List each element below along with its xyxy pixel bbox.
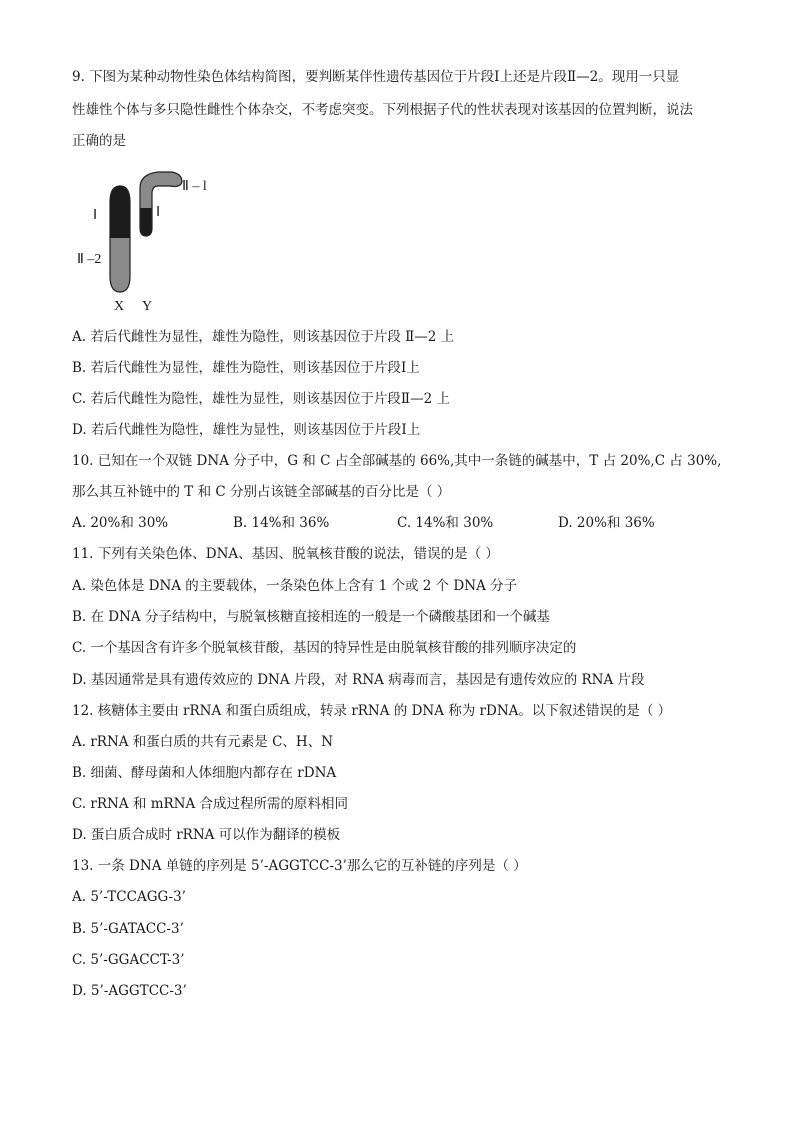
label-x-chromosome: X [114,299,125,314]
q10-stem-line-1: 10. 已知在一个双链 DNA 分子中，G 和 C 占全部碱基的 66%,其中一条链的碱基中，T 占 20%,C 占 30%, [72,453,722,469]
chromosome-diagram [74,168,214,314]
x-chromosome-segment-i [110,186,130,238]
q9-stem-line-3: 正确的是 [72,133,126,149]
label-segment-i-x: Ⅰ [93,208,98,223]
q10-option-b: B. 14%和 36% [233,515,330,531]
q9-option-b: B. 若后代雌性为显性，雄性为隐性，则该基因位于片段Ⅰ上 [72,360,420,376]
label-segment-ii1: Ⅱ – l [182,179,207,194]
y-chromosome-segment-i [140,208,152,236]
q9-option-d: D. 若后代雌性为隐性，雄性为显性，则该基因位于片段Ⅰ上 [72,422,421,438]
q11-option-d: D. 基因通常是具有遗传效应的 DNA 片段，对 RNA 病毒而言，基因是有遗传效应的 RNA 片段 [72,672,645,688]
label-segment-ii2: Ⅱ –2 [77,252,102,267]
q10-option-a: A. 20%和 30% [72,515,169,531]
q10-stem-line-2: 那么其互补链中的 T 和 C 分别占该链全部碱基的百分比是（ ） [72,484,451,500]
q12-stem: 12. 核糖体主要由 rRNA 和蛋白质组成，转录 rRNA 的 DNA 称为 rDNA。以下叙述错误的是（ ） [72,703,672,719]
q12-option-a: A. rRNA 和蛋白质的共有元素是 C、H、N [72,734,334,750]
q13-option-b: B. 5’-GATACC-3’ [72,921,184,937]
q12-option-b: B. 细菌、酵母菌和人体细胞内都存在 rDNA [72,765,337,781]
q13-option-a: A. 5’-TCCAGG-3’ [72,889,186,905]
q9-stem-line-2: 性雄性个体与多只隐性雌性个体杂交，不考虑突变。下列根据子代的性状表现对该基因的位置判断，说法 [72,102,693,118]
q10-options-row [72,514,732,532]
q9-option-c: C. 若后代雌性为隐性，雄性为显性，则该基因位于片段Ⅱ—2 上 [72,391,450,407]
q11-option-b: B. 在 DNA 分子结构中，与脱氧核糖直接相连的一般是一个磷酸基团和一个碱基 [72,609,550,625]
label-segment-i-y: Ⅰ [156,205,161,220]
q11-stem: 11. 下列有关染色体、DNA、基因、脱氧核苷酸的说法，错误的是（ ） [72,546,499,562]
q12-option-c: C. rRNA 和 mRNA 合成过程所需的原料相同 [72,796,349,812]
x-chromosome-segment-ii2 [110,238,130,292]
q13-option-d: D. 5’-AGGTCC-3’ [72,983,187,999]
q11-option-a: A. 染色体是 DNA 的主要载体，一条染色体上含有 1 个或 2 个 DNA 分子 [72,578,518,594]
label-y-chromosome: Y [142,299,153,314]
q12-option-d: D. 蛋白质合成时 rRNA 可以作为翻译的模板 [72,827,341,843]
y-chromosome-segment-ii1 [140,172,182,208]
q10-option-d: D. 20%和 36% [558,515,655,531]
q9-stem-line-1: 9. 下图为某种动物性染色体结构简图，要判断某伴性遗传基因位于片段Ⅰ上还是片段Ⅱ—2。现用一只显 [72,69,680,85]
sex-chromosome-figure [74,168,214,314]
q10-option-c: C. 14%和 30% [397,515,494,531]
q13-stem: 13. 一条 DNA 单链的序列是 5’-AGGTCC-3’那么它的互补链的序列是（ ） [72,858,527,874]
q11-option-c: C. 一个基因含有许多个脱氧核苷酸，基因的特异性是由脱氧核苷酸的排列顺序决定的 [72,640,577,656]
q13-option-c: C. 5’-GGACCT-3’ [72,952,185,968]
q9-option-a: A. 若后代雌性为显性，雄性为隐性，则该基因位于片段 Ⅱ—2 上 [72,329,455,345]
